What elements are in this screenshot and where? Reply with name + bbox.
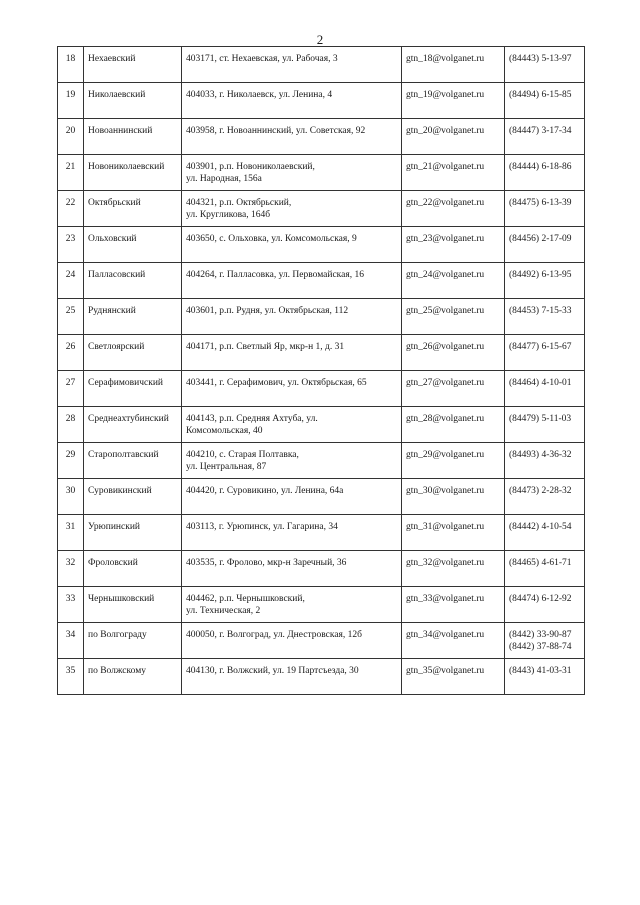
phone-line: (84447) 3-17-34 bbox=[509, 126, 572, 136]
address-line: ул. Центральная, 87 bbox=[186, 462, 267, 472]
table-row bbox=[58, 335, 585, 371]
email-cell: gtn_29@volganet.ru bbox=[402, 443, 505, 479]
phone-cell bbox=[505, 443, 585, 479]
row-number-cell: 18 bbox=[58, 47, 84, 83]
district-name-cell: Нехаевский bbox=[84, 47, 182, 83]
address-cell bbox=[182, 623, 402, 659]
phone-cell bbox=[505, 407, 585, 443]
table-row bbox=[58, 299, 585, 335]
table-row bbox=[58, 443, 585, 479]
phone-cell bbox=[505, 263, 585, 299]
address-line: 404143, р.п. Средняя Ахтуба, ул. bbox=[186, 414, 318, 424]
address-line: 404264, г. Палласовка, ул. Первомайская, 16 bbox=[186, 270, 364, 280]
table-row bbox=[58, 83, 585, 119]
row-number-cell: 26 bbox=[58, 335, 84, 371]
phone-cell bbox=[505, 623, 585, 659]
email-cell: gtn_21@volganet.ru bbox=[402, 155, 505, 191]
table-row bbox=[58, 551, 585, 587]
phone-cell bbox=[505, 371, 585, 407]
phone-cell bbox=[505, 227, 585, 263]
district-name-cell: Серафимовичский bbox=[84, 371, 182, 407]
table-row bbox=[58, 479, 585, 515]
email-cell: gtn_28@volganet.ru bbox=[402, 407, 505, 443]
table-row bbox=[58, 263, 585, 299]
phone-line: (84493) 4-36-32 bbox=[509, 450, 572, 460]
email-cell: gtn_26@volganet.ru bbox=[402, 335, 505, 371]
row-number-cell: 19 bbox=[58, 83, 84, 119]
phone-line: (84464) 4-10-01 bbox=[509, 378, 572, 388]
row-number-cell: 27 bbox=[58, 371, 84, 407]
row-number-cell: 28 bbox=[58, 407, 84, 443]
address-line: 403171, ст. Нехаевская, ул. Рабочая, 3 bbox=[186, 54, 338, 64]
address-line: 403535, г. Фролово, мкр-н Заречный, 36 bbox=[186, 558, 347, 568]
row-number-cell: 25 bbox=[58, 299, 84, 335]
address-line: 403113, г. Урюпинск, ул. Гагарина, 34 bbox=[186, 522, 338, 532]
address-cell bbox=[182, 587, 402, 623]
address-cell bbox=[182, 515, 402, 551]
district-name-cell: Светлоярский bbox=[84, 335, 182, 371]
phone-line: (84479) 5-11-03 bbox=[509, 414, 572, 424]
email-cell: gtn_31@volganet.ru bbox=[402, 515, 505, 551]
district-name-cell: Новоаннинский bbox=[84, 119, 182, 155]
table-row bbox=[58, 515, 585, 551]
row-number-cell: 35 bbox=[58, 659, 84, 695]
address-line: 404130, г. Волжский, ул. 19 Партсъезда, 30 bbox=[186, 666, 359, 676]
table-body bbox=[58, 47, 585, 695]
phone-line: (84456) 2-17-09 bbox=[509, 234, 572, 244]
address-line: 403601, р.п. Рудня, ул. Октябрьская, 112 bbox=[186, 306, 349, 316]
row-number-cell: 21 bbox=[58, 155, 84, 191]
row-number-cell: 24 bbox=[58, 263, 84, 299]
address-cell bbox=[182, 47, 402, 83]
inspection-directory-table bbox=[57, 46, 585, 695]
phone-line: (84494) 6-15-85 bbox=[509, 90, 572, 100]
phone-line: (84474) 6-12-92 bbox=[509, 594, 572, 604]
email-cell: gtn_22@volganet.ru bbox=[402, 191, 505, 227]
table-row bbox=[58, 587, 585, 623]
address-line: Комсомольская, 40 bbox=[186, 426, 263, 436]
phone-line: (84477) 6-15-67 bbox=[509, 342, 572, 352]
address-line: ул. Техническая, 2 bbox=[186, 606, 261, 616]
email-cell: gtn_33@volganet.ru bbox=[402, 587, 505, 623]
row-number-cell: 29 bbox=[58, 443, 84, 479]
address-cell bbox=[182, 119, 402, 155]
row-number-cell: 22 bbox=[58, 191, 84, 227]
table-row bbox=[58, 191, 585, 227]
address-cell bbox=[182, 479, 402, 515]
phone-line: (84492) 6-13-95 bbox=[509, 270, 572, 280]
row-number-cell: 34 bbox=[58, 623, 84, 659]
address-cell bbox=[182, 227, 402, 263]
address-line: ул. Кругликова, 164б bbox=[186, 210, 271, 220]
row-number-cell: 20 bbox=[58, 119, 84, 155]
phone-line: (84465) 4-61-71 bbox=[509, 558, 572, 568]
table-row bbox=[58, 623, 585, 659]
phone-cell bbox=[505, 479, 585, 515]
table-row bbox=[58, 155, 585, 191]
row-number-cell: 30 bbox=[58, 479, 84, 515]
table-row bbox=[58, 47, 585, 83]
phone-line: (84443) 5-13-97 bbox=[509, 54, 572, 64]
address-cell bbox=[182, 263, 402, 299]
phone-cell bbox=[505, 299, 585, 335]
address-cell bbox=[182, 335, 402, 371]
address-line: 404171, р.п. Светлый Яр, мкр-н 1, д. 31 bbox=[186, 342, 345, 352]
row-number-cell: 33 bbox=[58, 587, 84, 623]
address-line: 404420, г. Суровикино, ул. Ленина, 64а bbox=[186, 486, 344, 496]
district-name-cell: Среднеахтубинский bbox=[84, 407, 182, 443]
phone-line: (8442) 33-90-87 bbox=[509, 630, 572, 640]
email-cell: gtn_25@volganet.ru bbox=[402, 299, 505, 335]
district-name-cell: Октябрьский bbox=[84, 191, 182, 227]
table-row bbox=[58, 407, 585, 443]
email-cell: gtn_19@volganet.ru bbox=[402, 83, 505, 119]
row-number-cell: 32 bbox=[58, 551, 84, 587]
table-row bbox=[58, 119, 585, 155]
phone-line: (84473) 2-28-32 bbox=[509, 486, 572, 496]
district-name-cell: Фроловский bbox=[84, 551, 182, 587]
address-line: ул. Народная, 156а bbox=[186, 174, 262, 184]
phone-cell bbox=[505, 47, 585, 83]
phone-cell bbox=[505, 551, 585, 587]
district-name-cell: Ольховский bbox=[84, 227, 182, 263]
address-cell bbox=[182, 299, 402, 335]
address-cell bbox=[182, 659, 402, 695]
phone-line: (8442) 37-88-74 bbox=[509, 642, 572, 652]
district-name-cell: Руднянский bbox=[84, 299, 182, 335]
phone-cell bbox=[505, 191, 585, 227]
address-line: 404321, р.п. Октябрьский, bbox=[186, 198, 292, 208]
table-row bbox=[58, 659, 585, 695]
district-name-cell: Палласовский bbox=[84, 263, 182, 299]
address-cell bbox=[182, 551, 402, 587]
phone-cell bbox=[505, 83, 585, 119]
address-line: 404033, г. Николаевск, ул. Ленина, 4 bbox=[186, 90, 333, 100]
address-line: 400050, г. Волгоград, ул. Днестровская, 12б bbox=[186, 630, 362, 640]
district-name-cell: Старополтавский bbox=[84, 443, 182, 479]
address-line: 403650, с. Ольховка, ул. Комсомольская, 9 bbox=[186, 234, 357, 244]
phone-line: (84444) 6-18-86 bbox=[509, 162, 572, 172]
phone-line: (84453) 7-15-33 bbox=[509, 306, 572, 316]
address-line: 404462, р.п. Чернышковский, bbox=[186, 594, 305, 604]
address-cell bbox=[182, 191, 402, 227]
email-cell: gtn_20@volganet.ru bbox=[402, 119, 505, 155]
table-row bbox=[58, 227, 585, 263]
district-name-cell: Чернышковский bbox=[84, 587, 182, 623]
phone-cell bbox=[505, 659, 585, 695]
address-cell bbox=[182, 83, 402, 119]
district-name-cell: Николаевский bbox=[84, 83, 182, 119]
address-cell bbox=[182, 155, 402, 191]
district-name-cell: Новониколаевский bbox=[84, 155, 182, 191]
address-line: 403958, г. Новоаннинский, ул. Советская, 92 bbox=[186, 126, 366, 136]
email-cell: gtn_35@volganet.ru bbox=[402, 659, 505, 695]
email-cell: gtn_23@volganet.ru bbox=[402, 227, 505, 263]
page-number: 2 bbox=[316, 32, 324, 47]
email-cell: gtn_34@volganet.ru bbox=[402, 623, 505, 659]
address-line: 404210, с. Старая Полтавка, bbox=[186, 450, 299, 460]
email-cell: gtn_18@volganet.ru bbox=[402, 47, 505, 83]
row-number-cell: 31 bbox=[58, 515, 84, 551]
address-cell bbox=[182, 407, 402, 443]
address-cell bbox=[182, 371, 402, 407]
table-row bbox=[58, 371, 585, 407]
district-name-cell: Суровикинский bbox=[84, 479, 182, 515]
district-name-cell: по Волгограду bbox=[84, 623, 182, 659]
phone-line: (84475) 6-13-39 bbox=[509, 198, 572, 208]
district-name-cell: по Волжскому bbox=[84, 659, 182, 695]
phone-cell bbox=[505, 155, 585, 191]
phone-cell bbox=[505, 515, 585, 551]
phone-line: (84442) 4-10-54 bbox=[509, 522, 572, 532]
row-number-cell: 23 bbox=[58, 227, 84, 263]
phone-cell bbox=[505, 119, 585, 155]
email-cell: gtn_27@volganet.ru bbox=[402, 371, 505, 407]
phone-line: (8443) 41-03-31 bbox=[509, 666, 572, 676]
phone-cell bbox=[505, 335, 585, 371]
email-cell: gtn_32@volganet.ru bbox=[402, 551, 505, 587]
address-cell bbox=[182, 443, 402, 479]
district-name-cell: Урюпинский bbox=[84, 515, 182, 551]
phone-cell bbox=[505, 587, 585, 623]
email-cell: gtn_30@volganet.ru bbox=[402, 479, 505, 515]
address-line: 403901, р.п. Новониколаевский, bbox=[186, 162, 315, 172]
address-line: 403441, г. Серафимович, ул. Октябрьская, 65 bbox=[186, 378, 367, 388]
email-cell: gtn_24@volganet.ru bbox=[402, 263, 505, 299]
